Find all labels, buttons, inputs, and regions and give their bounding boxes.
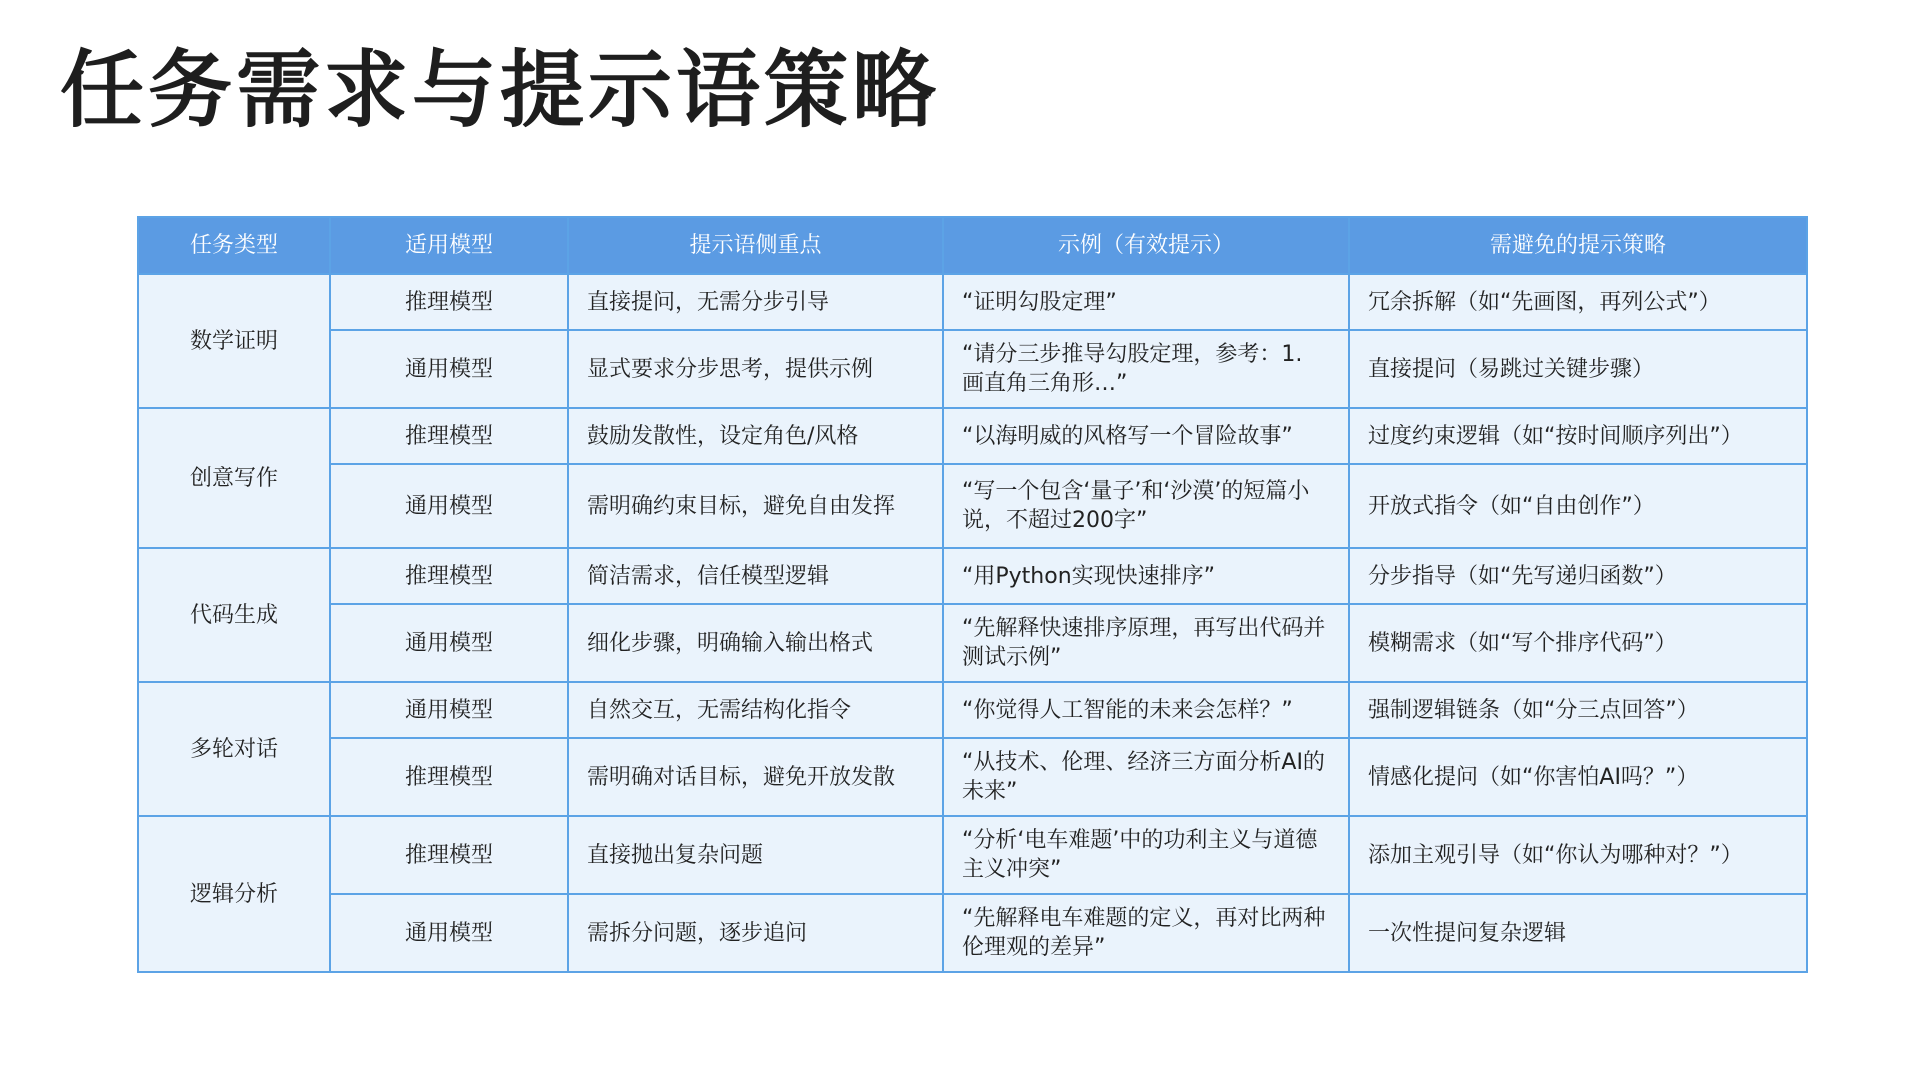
focus-cell: 需明确约束目标，避免自由发挥 [568, 464, 943, 548]
task-type-cell: 逻辑分析 [138, 816, 330, 972]
focus-cell: 直接抛出复杂问题 [568, 816, 943, 894]
table-row [138, 604, 1807, 682]
task-type-cell: 数学证明 [138, 274, 330, 408]
avoid-cell: 分步指导（如“先写递归函数”） [1349, 548, 1807, 604]
example-cell: “证明勾股定理” [943, 274, 1349, 330]
table-row [138, 330, 1807, 408]
model-cell: 推理模型 [330, 408, 568, 464]
header-avoid-strategy: 需避免的提示策略 [1349, 217, 1807, 274]
focus-cell: 需拆分问题，逐步追问 [568, 894, 943, 972]
task-type-cell: 多轮对话 [138, 682, 330, 816]
avoid-cell: 直接提问（易跳过关键步骤） [1349, 330, 1807, 408]
task-type-cell: 创意写作 [138, 408, 330, 548]
model-cell: 推理模型 [330, 548, 568, 604]
header-prompt-focus: 提示语侧重点 [568, 217, 943, 274]
model-cell: 推理模型 [330, 274, 568, 330]
example-cell: “先解释电车难题的定义，再对比两种伦理观的差异” [943, 894, 1349, 972]
example-cell: “你觉得人工智能的未来会怎样？” [943, 682, 1349, 738]
example-cell: “写一个包含‘量子’和‘沙漠’的短篇小说，不超过200字” [943, 464, 1349, 548]
table-row [138, 548, 1807, 604]
model-cell: 通用模型 [330, 894, 568, 972]
table-row [138, 464, 1807, 548]
table-header-row [138, 217, 1807, 274]
example-cell: “分析‘电车难题’中的功利主义与道德主义冲突” [943, 816, 1349, 894]
strategy-table-container [137, 216, 1806, 973]
focus-cell: 直接提问，无需分步引导 [568, 274, 943, 330]
table-row [138, 738, 1807, 816]
strategy-table [137, 216, 1808, 973]
table-row [138, 274, 1807, 330]
avoid-cell: 情感化提问（如“你害怕AI吗？”） [1349, 738, 1807, 816]
avoid-cell: 冗余拆解（如“先画图，再列公式”） [1349, 274, 1807, 330]
page-title: 任务需求与提示语策略 [60, 41, 941, 139]
table-row [138, 682, 1807, 738]
header-task-type: 任务类型 [138, 217, 330, 274]
table-row [138, 408, 1807, 464]
avoid-cell: 开放式指令（如“自由创作”） [1349, 464, 1807, 548]
avoid-cell: 一次性提问复杂逻辑 [1349, 894, 1807, 972]
focus-cell: 简洁需求，信任模型逻辑 [568, 548, 943, 604]
example-cell: “从技术、伦理、经济三方面分析AI的未来” [943, 738, 1349, 816]
example-cell: “以海明威的风格写一个冒险故事” [943, 408, 1349, 464]
example-cell: “用Python实现快速排序” [943, 548, 1349, 604]
avoid-cell: 模糊需求（如“写个排序代码”） [1349, 604, 1807, 682]
focus-cell: 自然交互，无需结构化指令 [568, 682, 943, 738]
focus-cell: 细化步骤，明确输入输出格式 [568, 604, 943, 682]
model-cell: 通用模型 [330, 682, 568, 738]
header-example: 示例（有效提示） [943, 217, 1349, 274]
focus-cell: 需明确对话目标，避免开放发散 [568, 738, 943, 816]
focus-cell: 鼓励发散性，设定角色/风格 [568, 408, 943, 464]
avoid-cell: 添加主观引导（如“你认为哪种对？”） [1349, 816, 1807, 894]
task-type-cell: 代码生成 [138, 548, 330, 682]
avoid-cell: 强制逻辑链条（如“分三点回答”） [1349, 682, 1807, 738]
table-row [138, 894, 1807, 972]
example-cell: “先解释快速排序原理，再写出代码并测试示例” [943, 604, 1349, 682]
header-model: 适用模型 [330, 217, 568, 274]
model-cell: 通用模型 [330, 604, 568, 682]
model-cell: 推理模型 [330, 738, 568, 816]
focus-cell: 显式要求分步思考，提供示例 [568, 330, 943, 408]
model-cell: 推理模型 [330, 816, 568, 894]
example-cell: “请分三步推导勾股定理，参考：1. 画直角三角形…” [943, 330, 1349, 408]
avoid-cell: 过度约束逻辑（如“按时间顺序列出”） [1349, 408, 1807, 464]
model-cell: 通用模型 [330, 464, 568, 548]
model-cell: 通用模型 [330, 330, 568, 408]
table-row [138, 816, 1807, 894]
